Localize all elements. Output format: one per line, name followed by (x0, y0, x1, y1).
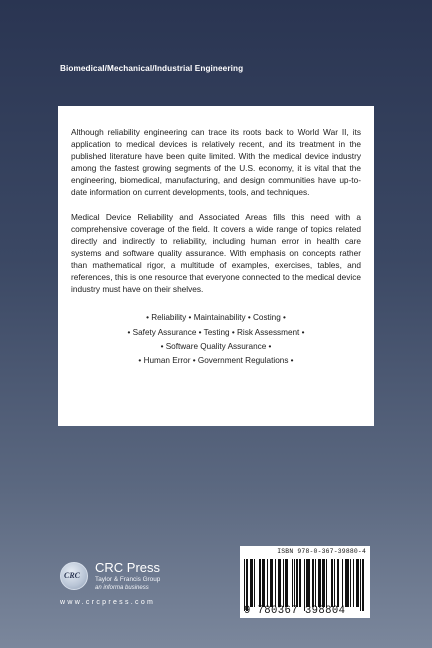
barcode-bar (309, 559, 310, 607)
barcode-bar (244, 559, 245, 611)
crc-logo-text: CRC (64, 571, 81, 580)
barcode-bar (323, 559, 324, 607)
publisher-tagline: an informa business (95, 585, 149, 591)
barcode-bar (254, 559, 255, 607)
isbn-label: ISBN 978-0-367-39880-4 (277, 548, 366, 555)
ean-digits: 9 780367 398804 (244, 605, 346, 617)
topic-line-3: • Software Quality Assurance • (160, 342, 272, 352)
barcode-bar (342, 559, 343, 607)
barcode-bar (292, 559, 293, 607)
topic-list (71, 311, 361, 369)
barcode-bar (338, 559, 339, 607)
barcode-bar (296, 559, 297, 607)
barcode-bar (312, 559, 313, 607)
barcode-panel (240, 546, 370, 618)
barcode-bar (287, 559, 288, 607)
topic-line-2: • Safety Assurance • Testing • Risk Assessment • (127, 327, 305, 337)
description-panel (58, 106, 374, 426)
barcode-icon (244, 559, 366, 607)
barcode-bar (348, 559, 349, 607)
barcode-bar (300, 559, 301, 607)
barcode-bar (275, 559, 276, 607)
barcode-bar (357, 559, 358, 607)
topic-line-4: • Human Error • Government Regulations • (138, 356, 294, 366)
publisher-group: Taylor & Francis Group (95, 576, 161, 583)
barcode-bar (294, 559, 295, 607)
publisher-name: CRC Press (95, 560, 161, 575)
barcode-bar (251, 559, 252, 607)
barcode-bar (332, 559, 333, 607)
barcode-bar (326, 559, 327, 607)
barcode-bar (283, 559, 284, 607)
publisher-block (60, 554, 220, 614)
barcode-bar (315, 559, 316, 607)
barcode-bar (304, 559, 305, 611)
barcode-bar (362, 559, 363, 611)
barcode-bar (360, 559, 361, 611)
barcode-bar (350, 559, 351, 607)
barcode-bar (353, 559, 354, 607)
description-paragraph-1: Although reliability engineering can trace its roots back to World War II, its application to medical devices is relatively recent, and its treatment in the published literature have been quite limited. With the medical device industry among the fastest growing segments of the U.S. economy, it is vital that the engineering, biomedical, manufacturing, and design communities have up-to-date information on current developments, tools, and techniques. (71, 127, 361, 198)
barcode-bar (272, 559, 273, 607)
topic-line-1: • Reliability • Maintainability • Costing • (146, 313, 286, 323)
barcode-bar (264, 559, 265, 607)
barcode-bar (320, 559, 321, 607)
barcode-bar (279, 559, 280, 607)
barcode-bar (334, 559, 335, 607)
barcode-bar (246, 559, 247, 611)
subject-category: Biomedical/Mechanical/Industrial Engineering (60, 64, 244, 73)
publisher-website: www.crcpress.com (60, 599, 156, 606)
crc-logo-icon (60, 562, 88, 590)
description-paragraph-2: Medical Device Reliability and Associated Areas fills this need with a comprehensive coverage of the field. It covers a wide range of topics related directly and indirectly to reliability, including human error in health care systems and software quality assurance. With emphasis on concepts rather than mathematical rigor, a multitude of examples, exercises, tables, and references, this is one resource that everyone connected to the medical device industry must have on their shelves. (71, 211, 361, 295)
barcode-bar (267, 559, 268, 607)
barcode-bar (260, 559, 261, 607)
